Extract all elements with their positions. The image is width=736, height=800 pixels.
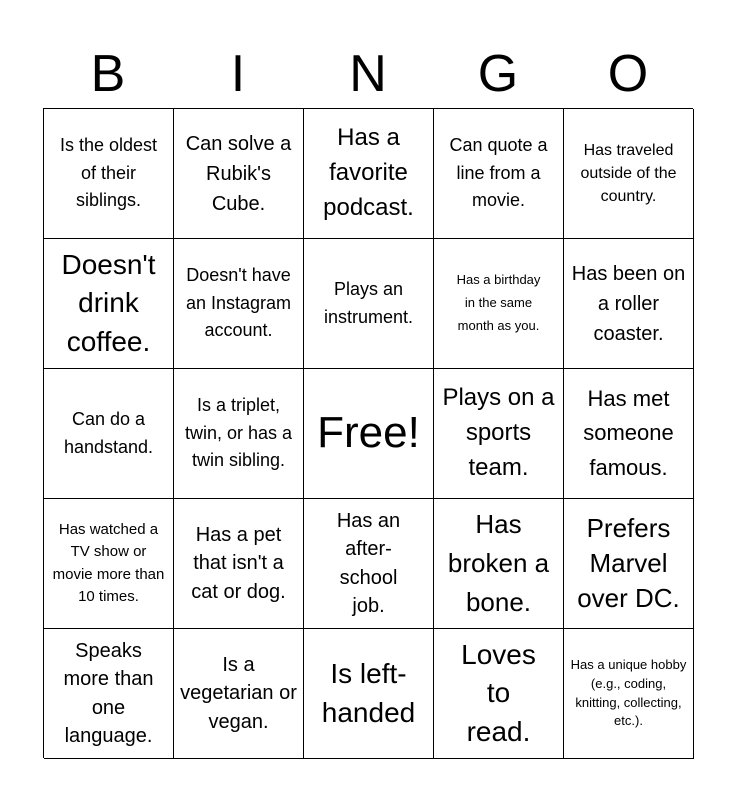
header-letter-i: I <box>230 45 246 103</box>
header-letter-g: G <box>477 45 519 103</box>
bingo-cell[interactable] <box>174 369 304 499</box>
bingo-cell[interactable] <box>564 629 694 759</box>
cell-text: Doesn't have an Instagram account. <box>185 264 292 341</box>
cell-text: Can solve a Rubik's Cube. <box>185 132 292 215</box>
cell-text: Can quote a line from a movie. <box>449 134 548 211</box>
bingo-cell[interactable] <box>434 109 564 239</box>
bingo-cell[interactable] <box>434 629 564 759</box>
cell-text: Is a triplet, twin, or has a twin sibling. <box>184 394 293 471</box>
cell-text: Is the oldest of their siblings. <box>59 134 158 211</box>
bingo-cell-free[interactable] <box>304 369 434 499</box>
cell-text: Is a vegetarian or vegan. <box>180 653 297 733</box>
bingo-grid <box>43 108 693 758</box>
bingo-cell[interactable] <box>564 109 694 239</box>
bingo-cell[interactable] <box>304 629 434 759</box>
header-letter-o: O <box>607 45 649 103</box>
bingo-cell[interactable] <box>44 369 174 499</box>
bingo-cell[interactable] <box>434 499 564 629</box>
header-letter-b: B <box>90 45 126 103</box>
bingo-cell[interactable] <box>304 499 434 629</box>
cell-text: Has traveled outside of the country. <box>580 141 677 206</box>
bingo-cell[interactable] <box>434 369 564 499</box>
free-space: Free! <box>317 408 420 458</box>
bingo-cell[interactable] <box>174 499 304 629</box>
cell-text: Speaks more than one language. <box>63 639 154 747</box>
header-letter-n: N <box>349 45 387 103</box>
bingo-cell[interactable] <box>44 109 174 239</box>
cell-text: Plays on a sports team. <box>442 384 555 481</box>
bingo-cell[interactable] <box>434 239 564 369</box>
bingo-cell[interactable] <box>304 109 434 239</box>
bingo-cell[interactable] <box>174 629 304 759</box>
cell-text: Doesn't drink coffee. <box>61 248 156 357</box>
bingo-header <box>43 40 693 108</box>
cell-text: Is left-handed <box>321 657 416 728</box>
bingo-cell[interactable] <box>44 239 174 369</box>
cell-text: Has been on a roller coaster. <box>571 262 686 345</box>
cell-text: Plays an instrument. <box>323 278 414 327</box>
bingo-cell[interactable] <box>174 239 304 369</box>
cell-text: Loves to read. <box>461 638 536 747</box>
cell-text: Has a pet that isn't a cat or dog. <box>191 523 286 603</box>
cell-text: Has watched a TV show or movie more than 10 times. <box>52 520 165 605</box>
bingo-cell[interactable] <box>564 499 694 629</box>
cell-text: Has broken a bone. <box>447 509 550 617</box>
cell-text: Has a birthday in the same month as you. <box>456 272 541 333</box>
cell-text: Prefers Marvel over DC. <box>577 512 680 614</box>
bingo-cell[interactable] <box>44 629 174 759</box>
bingo-cell[interactable] <box>44 499 174 629</box>
cell-text: Can do a handstand. <box>63 408 154 457</box>
bingo-cell[interactable] <box>174 109 304 239</box>
bingo-cell[interactable] <box>564 369 694 499</box>
cell-text: Has met someone famous. <box>583 386 674 480</box>
bingo-cell[interactable] <box>564 239 694 369</box>
cell-text: Has a favorite podcast. <box>323 124 414 221</box>
cell-text: Has a unique hobby (e.g., coding, knitting, collecting, etc.). <box>570 656 687 729</box>
cell-text: Has an after-school job. <box>336 509 401 617</box>
bingo-cell[interactable] <box>304 239 434 369</box>
